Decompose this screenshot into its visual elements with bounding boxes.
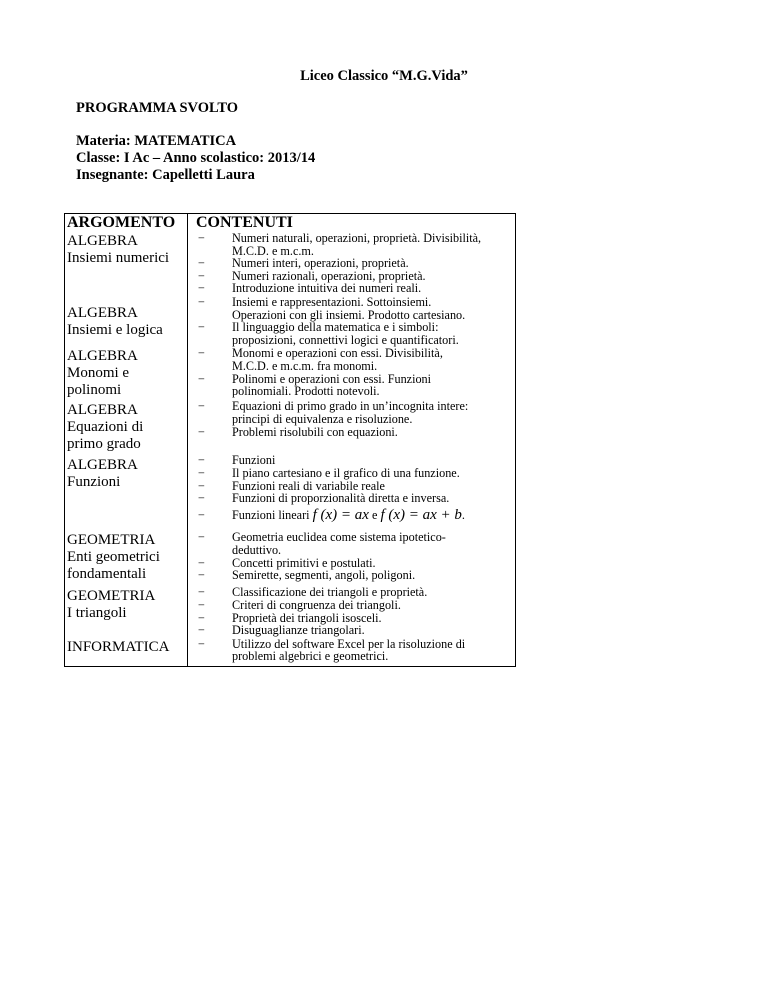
contents-list xyxy=(188,531,515,581)
list-item-line: proposizioni, connettivi logici e quantificatori. xyxy=(232,332,459,347)
table-row xyxy=(65,637,516,667)
table-row xyxy=(65,295,516,346)
topic-line: Monomi e xyxy=(67,365,130,382)
list-item xyxy=(198,347,515,372)
formula-end: . xyxy=(461,507,465,522)
list-item xyxy=(198,569,515,582)
contents-list xyxy=(188,232,515,295)
list-item-line: − Funzioni xyxy=(232,453,276,468)
list-item-line: M.C.D. e m.c.m. xyxy=(232,243,314,258)
list-item-line: − Utilizzo del software Excel per la risoluzione di xyxy=(232,636,466,651)
list-item xyxy=(198,321,515,346)
list-item xyxy=(198,257,515,270)
list-item-line: − Semirette, segmenti, angoli, poligoni. xyxy=(232,568,416,583)
topic-line: ALGEBRA xyxy=(67,457,138,474)
topic-cell xyxy=(65,530,188,585)
topic-cell xyxy=(65,399,188,453)
teacher-line: Insegnante: Capelletti Laura xyxy=(76,167,255,183)
topic-line: Funzioni xyxy=(67,474,121,491)
contents-cell xyxy=(188,231,516,295)
topic-line: Equazioni di xyxy=(67,419,144,436)
contents-cell xyxy=(188,453,516,530)
list-item-line: M.C.D. e m.c.m. fra monomi. xyxy=(232,358,378,373)
topic-line: Insiemi numerici xyxy=(67,250,170,266)
topic-cell xyxy=(65,585,188,636)
list-item-line: − Il linguaggio della matematica e i simboli: xyxy=(232,320,439,335)
list-item xyxy=(198,467,515,480)
list-item xyxy=(198,638,515,663)
contents-list xyxy=(188,400,515,438)
topic-line: GEOMETRIA xyxy=(67,532,156,549)
list-item-line: − Monomi e operazioni con essi. Divisibilità, xyxy=(232,346,443,361)
list-item-line: deduttivo. xyxy=(232,542,282,557)
list-item-line: polinomiali. Prodotti notevoli. xyxy=(232,384,380,399)
list-item-line: problemi algebrici e geometrici. xyxy=(232,649,389,664)
list-item-line: − Geometria euclidea come sistema ipotetico- xyxy=(232,530,446,545)
list-item xyxy=(198,373,515,398)
topic-line: ALGEBRA xyxy=(67,402,138,419)
topic-line: INFORMATICA xyxy=(67,638,170,655)
list-item-line: − Numeri razionali, operazioni, proprietà. xyxy=(232,268,426,283)
contents-list xyxy=(188,638,515,663)
contents-cell xyxy=(188,346,516,399)
list-item xyxy=(198,507,515,523)
list-item-line: − Problemi risolubili con equazioni. xyxy=(232,424,398,439)
table-row xyxy=(65,346,516,399)
list-item-line: − Equazioni di primo grado in un’incognita intere: xyxy=(232,399,469,414)
list-item xyxy=(198,426,515,439)
table-header-row xyxy=(65,214,516,232)
topic-line: ALGEBRA xyxy=(67,233,138,249)
class-line: Classe: I Ac – Anno scolastico: 2013/14 xyxy=(76,150,316,166)
topic-cell xyxy=(65,295,188,346)
subject-line: Materia: MATEMATICA xyxy=(76,133,237,149)
list-item-line: − Funzioni di proporzionalità diretta e inversa. xyxy=(232,491,450,506)
table-row xyxy=(65,399,516,453)
list-item-line: − Polinomi e operazioni con essi. Funzioni xyxy=(232,371,432,386)
list-item xyxy=(198,624,515,637)
list-item-line: − Criteri di congruenza dei triangoli. xyxy=(232,597,401,612)
linear-functions-label: Funzioni lineari xyxy=(232,507,310,522)
list-item-line: − Funzioni reali di variabile reale xyxy=(232,478,385,493)
contents-cell xyxy=(188,637,516,667)
table-row xyxy=(65,453,516,530)
topic-cell xyxy=(65,453,188,530)
list-item xyxy=(198,232,515,257)
contents-cell xyxy=(188,530,516,585)
list-item xyxy=(198,599,515,612)
header-argomento: ARGOMENTO xyxy=(65,214,188,232)
program-table xyxy=(64,213,516,667)
contents-cell xyxy=(188,585,516,636)
list-item-line: − Proprietà dei triangoli isosceli. xyxy=(232,610,382,625)
list-item xyxy=(198,531,515,556)
list-item-line: − Introduzione intuitiva dei numeri reali. xyxy=(232,281,422,296)
topic-line: Insiemi e logica xyxy=(67,321,163,338)
topic-line: GEOMETRIA xyxy=(67,588,156,605)
list-item-line: − Il piano cartesiano e il grafico di una funzione. xyxy=(232,465,460,480)
table-row xyxy=(65,530,516,585)
list-item xyxy=(198,296,515,321)
list-item-line: principi di equivalenza e risoluzione. xyxy=(232,411,413,426)
header-contenuti: CONTENUTI xyxy=(196,214,293,231)
list-item-line: − Numeri interi, operazioni, proprietà. xyxy=(232,256,409,271)
document-meta xyxy=(76,133,315,184)
contents-cell xyxy=(188,295,516,346)
contents-cell xyxy=(188,399,516,453)
topic-line: fondamentali xyxy=(67,566,147,583)
list-item-line: Operazioni con gli insiemi. Prodotto cartesiano. xyxy=(232,307,466,322)
list-item xyxy=(198,400,515,425)
table-row xyxy=(65,231,516,295)
topic-line: ALGEBRA xyxy=(67,348,138,365)
formula-direct: f (x) = ax xyxy=(312,506,369,523)
formula-linear: f (x) = ax + b xyxy=(380,506,462,523)
topic-line: polinomi xyxy=(67,382,122,399)
list-item-line: − Insiemi e rappresentazioni. Sottoinsiemi. xyxy=(232,294,432,309)
list-item-line: − Concetti primitivi e postulati. xyxy=(232,555,376,570)
topic-line: I triangoli xyxy=(67,605,127,622)
topic-cell xyxy=(65,231,188,295)
contents-list xyxy=(188,296,515,346)
table-row xyxy=(65,585,516,636)
topic-line: Enti geometrici xyxy=(67,549,160,566)
list-item xyxy=(198,282,515,295)
list-item-line: − Disuguaglianze triangolari. xyxy=(232,623,365,638)
contents-list xyxy=(188,454,515,522)
topic-cell xyxy=(65,346,188,399)
formula-conjunction: e xyxy=(371,507,378,522)
school-name: Liceo Classico “M.G.Vida” xyxy=(300,68,468,84)
list-item xyxy=(198,492,515,505)
contents-list xyxy=(188,347,515,397)
list-item-line: − Numeri naturali, operazioni, proprietà. Divisibilità, xyxy=(232,231,482,245)
topic-line: primo grado xyxy=(67,436,141,453)
contents-list xyxy=(188,586,515,636)
topic-line: ALGEBRA xyxy=(67,304,138,321)
document-title: PROGRAMMA SVOLTO xyxy=(76,100,239,116)
list-item-line: − Classificazione dei triangoli e proprietà. xyxy=(232,585,428,600)
topic-cell xyxy=(65,637,188,667)
